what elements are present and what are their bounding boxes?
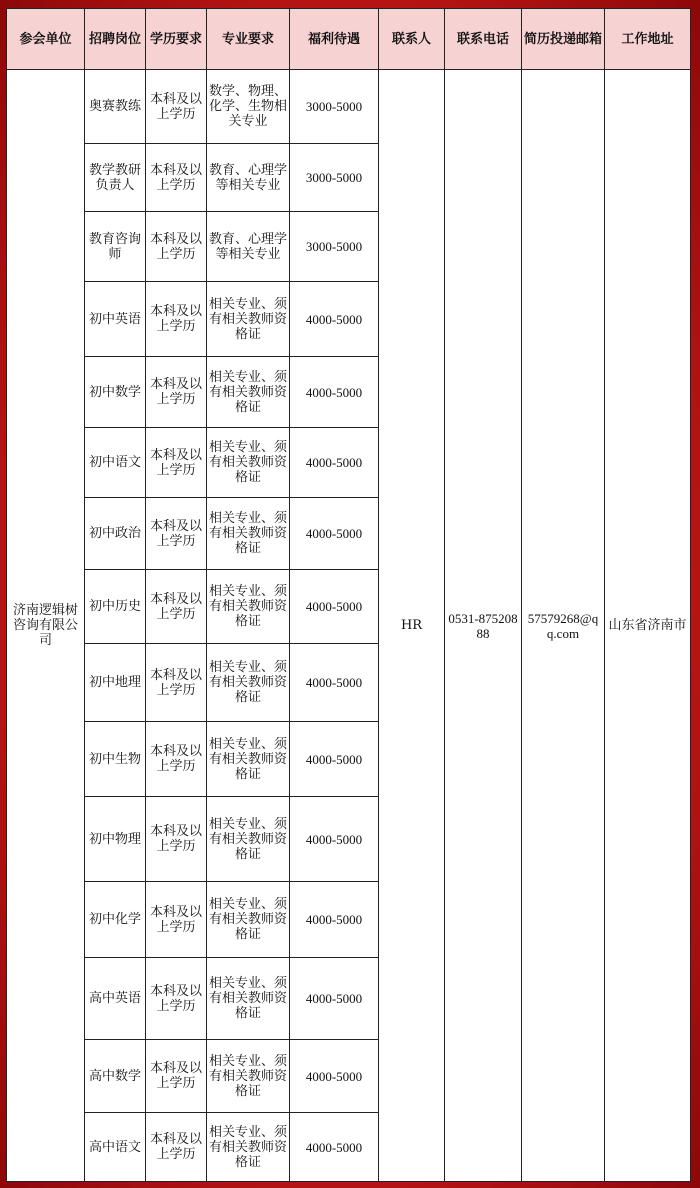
education-cell: 本科及以上学历 (146, 797, 207, 882)
header-contact: 联系人 (379, 9, 445, 70)
major-cell: 教育、心理学等相关专业 (207, 144, 290, 212)
salary-cell: 4000-5000 (290, 428, 379, 498)
education-cell: 本科及以上学历 (146, 357, 207, 428)
major-cell: 教育、心理学等相关专业 (207, 212, 290, 282)
education-cell: 本科及以上学历 (146, 1113, 207, 1182)
major-cell: 相关专业、须有相关教师资格证 (207, 1040, 290, 1113)
position-cell: 奥赛教练 (85, 70, 146, 144)
position-cell: 初中英语 (85, 282, 146, 357)
education-cell: 本科及以上学历 (146, 428, 207, 498)
salary-cell: 3000-5000 (290, 212, 379, 282)
salary-cell: 3000-5000 (290, 144, 379, 212)
header-salary: 福利待遇 (290, 9, 379, 70)
salary-cell: 4000-5000 (290, 1113, 379, 1182)
education-cell: 本科及以上学历 (146, 70, 207, 144)
major-cell: 相关专业、须有相关教师资格证 (207, 797, 290, 882)
education-cell: 本科及以上学历 (146, 570, 207, 644)
position-cell: 高中数学 (85, 1040, 146, 1113)
position-cell: 初中语文 (85, 428, 146, 498)
major-cell: 相关专业、须有相关教师资格证 (207, 644, 290, 722)
education-cell: 本科及以上学历 (146, 498, 207, 570)
salary-cell: 4000-5000 (290, 282, 379, 357)
education-cell: 本科及以上学历 (146, 958, 207, 1040)
position-cell: 初中化学 (85, 882, 146, 958)
education-cell: 本科及以上学历 (146, 282, 207, 357)
table-row (7, 70, 691, 144)
position-cell: 教学教研负责人 (85, 144, 146, 212)
contact-cell: HR (379, 70, 445, 1182)
major-cell: 相关专业、须有相关教师资格证 (207, 282, 290, 357)
header-education: 学历要求 (146, 9, 207, 70)
salary-cell: 4000-5000 (290, 644, 379, 722)
header-major: 专业要求 (207, 9, 290, 70)
position-cell: 教育咨询师 (85, 212, 146, 282)
salary-cell: 4000-5000 (290, 357, 379, 428)
header-email: 简历投递邮箱 (522, 9, 605, 70)
major-cell: 相关专业、须有相关教师资格证 (207, 1113, 290, 1182)
position-cell: 初中生物 (85, 722, 146, 797)
education-cell: 本科及以上学历 (146, 1040, 207, 1113)
salary-cell: 4000-5000 (290, 882, 379, 958)
education-cell: 本科及以上学历 (146, 882, 207, 958)
position-cell: 初中历史 (85, 570, 146, 644)
major-cell: 相关专业、须有相关教师资格证 (207, 357, 290, 428)
header-company: 参会单位 (7, 9, 85, 70)
salary-cell: 4000-5000 (290, 498, 379, 570)
education-cell: 本科及以上学历 (146, 212, 207, 282)
major-cell: 相关专业、须有相关教师资格证 (207, 722, 290, 797)
position-cell: 高中英语 (85, 958, 146, 1040)
position-cell: 初中数学 (85, 357, 146, 428)
email-cell: 57579268@qq.com (522, 70, 605, 1182)
salary-cell: 4000-5000 (290, 958, 379, 1040)
header-row (7, 9, 691, 70)
position-cell: 初中地理 (85, 644, 146, 722)
position-cell: 初中政治 (85, 498, 146, 570)
phone-cell: 0531-87520888 (445, 70, 522, 1182)
major-cell: 相关专业、须有相关教师资格证 (207, 428, 290, 498)
salary-cell: 3000-5000 (290, 70, 379, 144)
major-cell: 数学、物理、化学、生物相关专业 (207, 70, 290, 144)
position-cell: 初中物理 (85, 797, 146, 882)
education-cell: 本科及以上学历 (146, 722, 207, 797)
major-cell: 相关专业、须有相关教师资格证 (207, 498, 290, 570)
position-cell: 高中语文 (85, 1113, 146, 1182)
education-cell: 本科及以上学历 (146, 644, 207, 722)
major-cell: 相关专业、须有相关教师资格证 (207, 958, 290, 1040)
salary-cell: 4000-5000 (290, 722, 379, 797)
education-cell: 本科及以上学历 (146, 144, 207, 212)
salary-cell: 4000-5000 (290, 570, 379, 644)
recruitment-table (6, 8, 691, 1182)
company-cell: 济南逻辑树咨询有限公司 (7, 70, 85, 1182)
salary-cell: 4000-5000 (290, 1040, 379, 1113)
salary-cell: 4000-5000 (290, 797, 379, 882)
major-cell: 相关专业、须有相关教师资格证 (207, 882, 290, 958)
header-phone: 联系电话 (445, 9, 522, 70)
address-cell: 山东省济南市 (605, 70, 691, 1182)
header-position: 招聘岗位 (85, 9, 146, 70)
major-cell: 相关专业、须有相关教师资格证 (207, 570, 290, 644)
header-address: 工作地址 (605, 9, 691, 70)
